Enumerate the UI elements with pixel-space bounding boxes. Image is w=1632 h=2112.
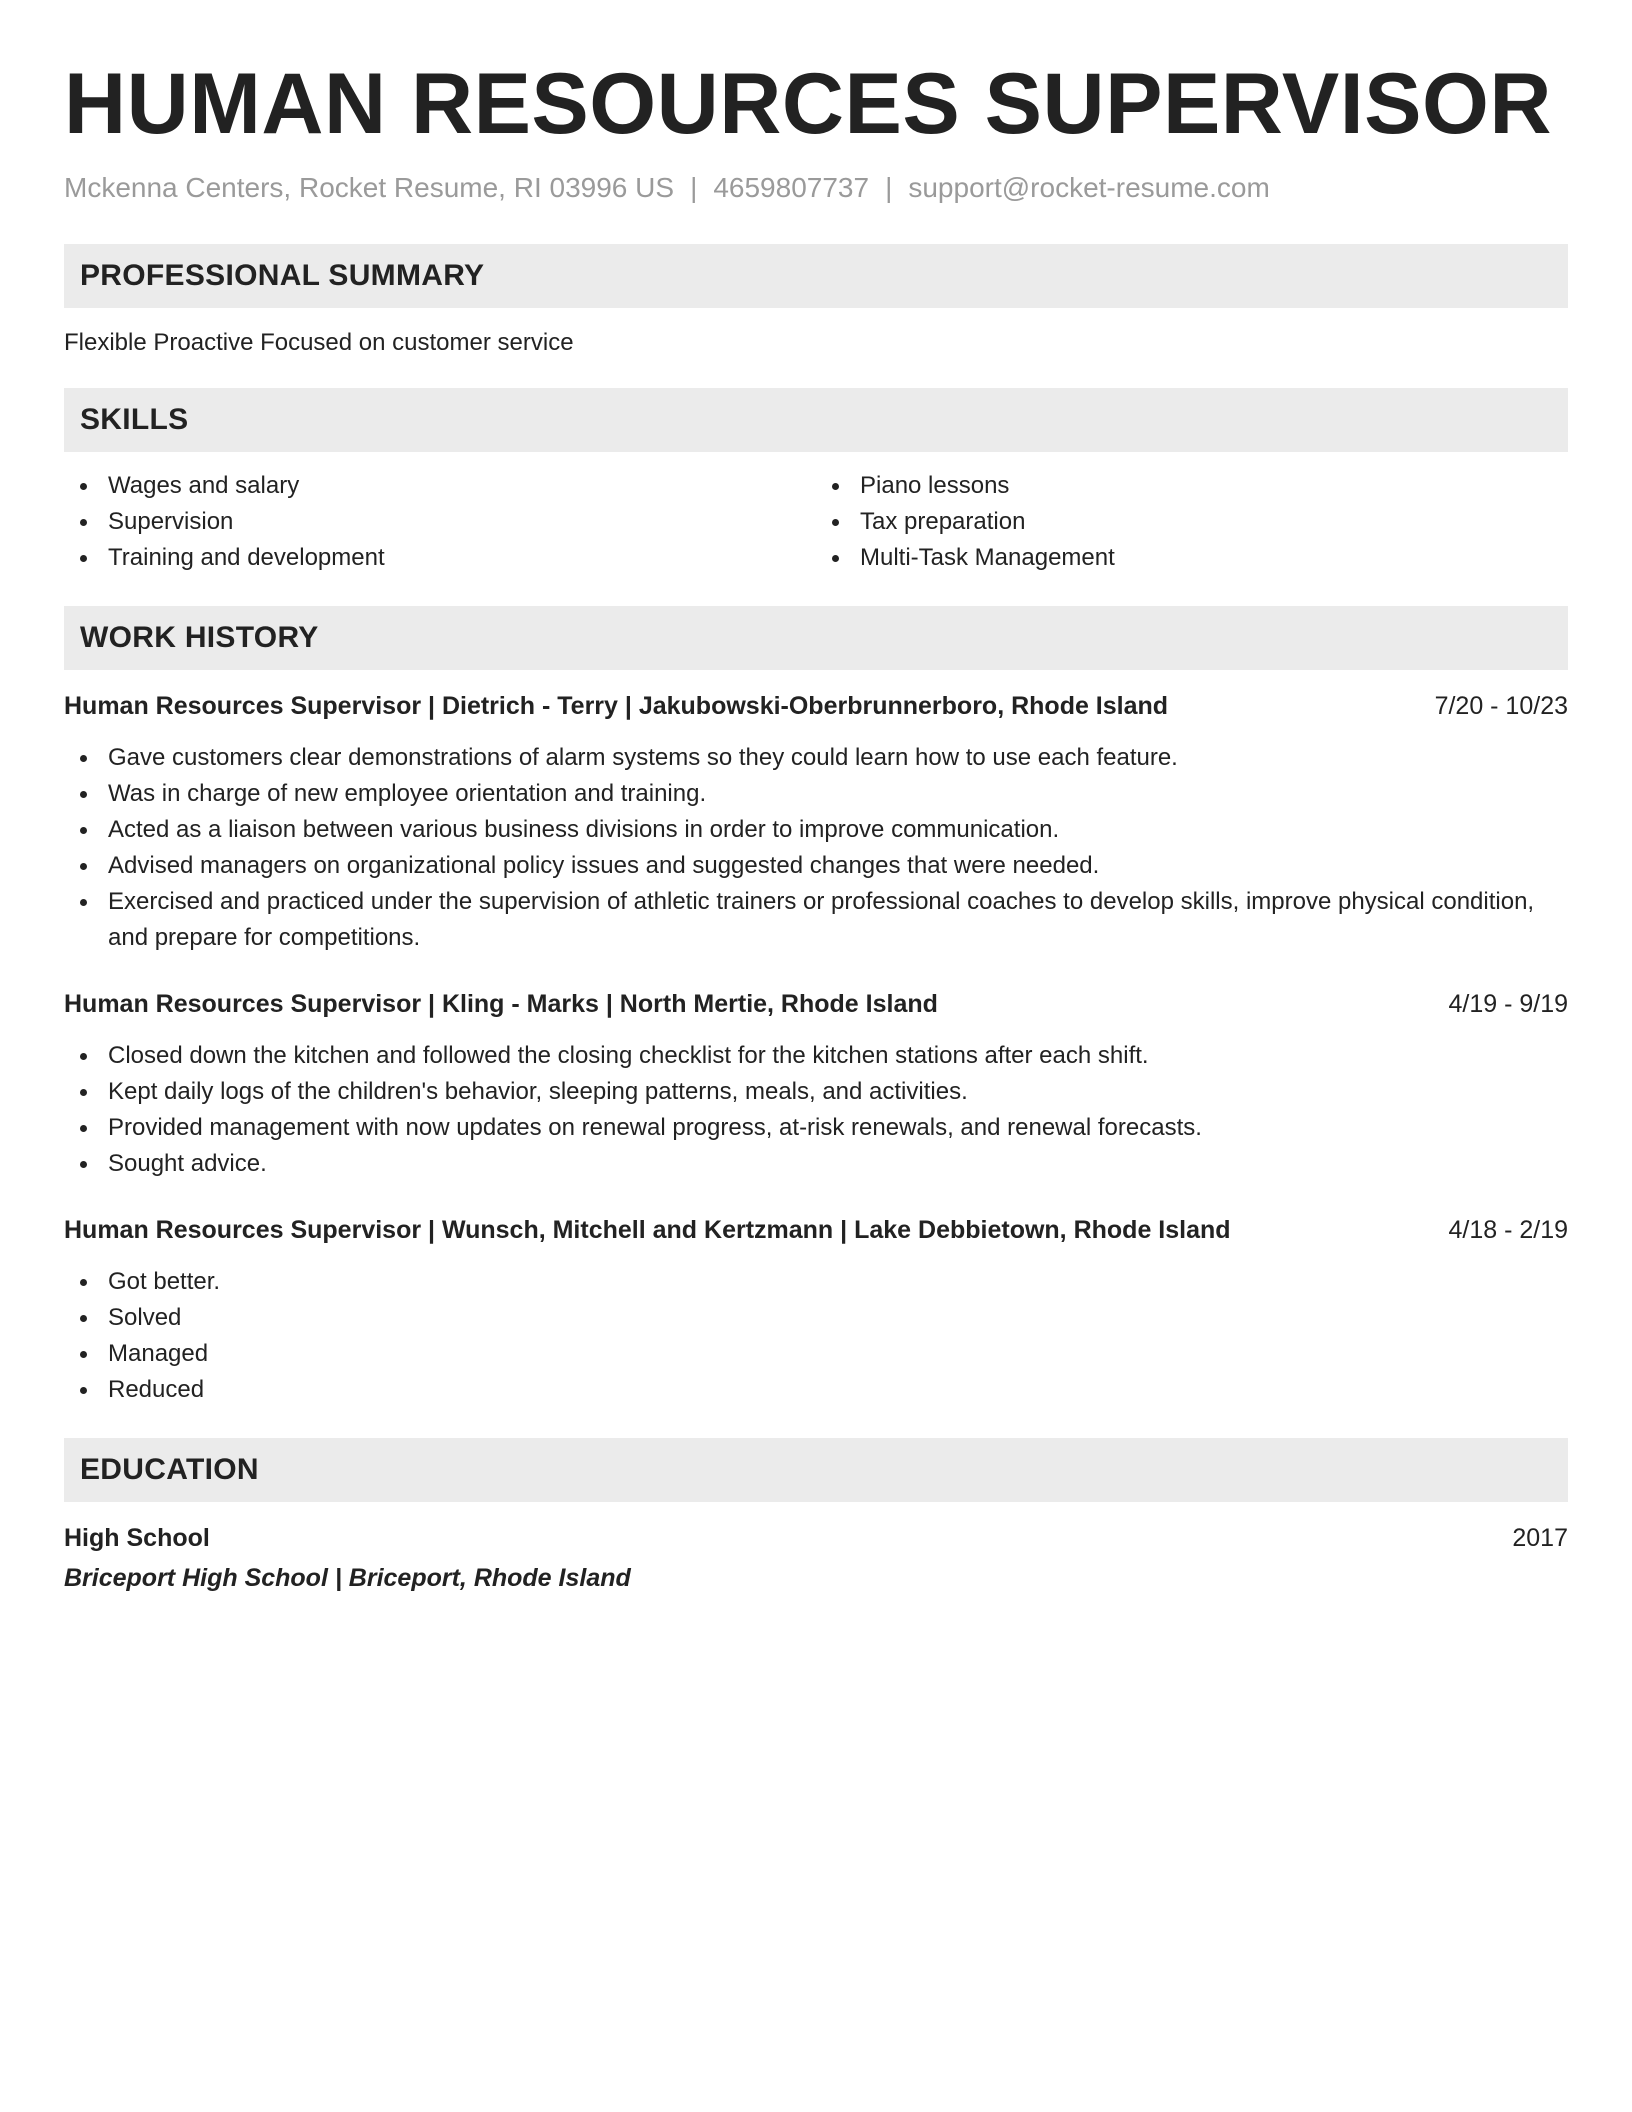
skill-item: Tax preparation (816, 504, 1568, 540)
summary-text: Flexible Proactive Focused on customer service (64, 329, 574, 356)
skill-item: Piano lessons (816, 468, 1568, 504)
job-title: Human Resources Supervisor | Dietrich - Terry | Jakubowski-Oberbrunnerboro, Rhode Island (64, 692, 1169, 720)
skills-list-right (816, 468, 1568, 576)
job-entry (64, 986, 1568, 1182)
skills-grid (64, 468, 1568, 576)
skill-item: Multi-Task Management (816, 540, 1568, 576)
job-bullet: Managed (64, 1336, 1568, 1372)
skills-section (64, 388, 1568, 576)
job-bullet: Gave customers clear demonstrations of alarm systems so they could learn how to use each feature. (64, 740, 1568, 776)
job-header (64, 986, 1568, 1022)
job-dates: 7/20 - 10/23 (1434, 692, 1568, 720)
contact-address: Mckenna Centers, Rocket Resume, RI 03996 US (64, 172, 675, 203)
job-bullet: Kept daily logs of the children's behavior, sleeping patterns, meals, and activities. (64, 1074, 1568, 1110)
skills-heading: SKILLS (64, 388, 1568, 452)
job-bullet-list (64, 1264, 1568, 1408)
education-degree: High School (64, 1524, 210, 1552)
job-entry (64, 1212, 1568, 1408)
education-school: Briceport High School | Briceport, Rhode Island (64, 1564, 631, 1592)
skills-list-left (64, 468, 816, 576)
job-bullet: Got better. (64, 1264, 1568, 1300)
job-bullet: Advised managers on organizational policy issues and suggested changes that were needed. (64, 848, 1568, 884)
job-title: Human Resources Supervisor | Wunsch, Mitchell and Kertzmann | Lake Debbietown, Rhode Island (64, 1216, 1231, 1244)
contact-separator: | (885, 172, 893, 203)
job-title: Human Resources Supervisor | Kling - Marks | North Mertie, Rhode Island (64, 990, 938, 1018)
summary-heading: PROFESSIONAL SUMMARY (64, 244, 1568, 308)
contact-phone: 4659807737 (713, 172, 870, 203)
job-bullet: Acted as a liaison between various business divisions in order to improve communication. (64, 812, 1568, 848)
skill-item: Training and development (64, 540, 816, 576)
job-bullet-list (64, 740, 1568, 956)
job-bullet: Reduced (64, 1372, 1568, 1408)
education-section (64, 1438, 1568, 1596)
education-row (64, 1520, 1568, 1556)
job-bullet: Was in charge of new employee orientation and training. (64, 776, 1568, 812)
work-history-section (64, 606, 1568, 1408)
contact-line (64, 170, 1568, 206)
skill-item: Supervision (64, 504, 816, 540)
education-heading: EDUCATION (64, 1438, 1568, 1502)
candidate-name: HUMAN RESOURCES SUPERVISOR (64, 56, 1552, 152)
job-header (64, 1212, 1568, 1248)
work-history-heading: WORK HISTORY (64, 606, 1568, 670)
job-bullet: Closed down the kitchen and followed the closing checklist for the kitchen stations after each shift. (64, 1038, 1568, 1074)
job-entry (64, 688, 1568, 956)
job-bullet: Solved (64, 1300, 1568, 1336)
job-bullet-list (64, 1038, 1568, 1182)
contact-email: support@rocket-resume.com (908, 172, 1270, 203)
summary-section (64, 244, 1568, 360)
job-bullet: Exercised and practiced under the supervision of athletic trainers or professional coaches to develop skills, improve physical condition, and prepare for competitions. (64, 884, 1568, 956)
skill-item: Wages and salary (64, 468, 816, 504)
job-header (64, 688, 1568, 724)
education-year: 2017 (1512, 1524, 1568, 1552)
job-dates: 4/18 - 2/19 (1448, 1216, 1568, 1244)
job-bullet: Sought advice. (64, 1146, 1568, 1182)
contact-separator: | (690, 172, 698, 203)
job-dates: 4/19 - 9/19 (1448, 990, 1568, 1018)
job-bullet: Provided management with now updates on renewal progress, at-risk renewals, and renewal forecasts. (64, 1110, 1568, 1146)
